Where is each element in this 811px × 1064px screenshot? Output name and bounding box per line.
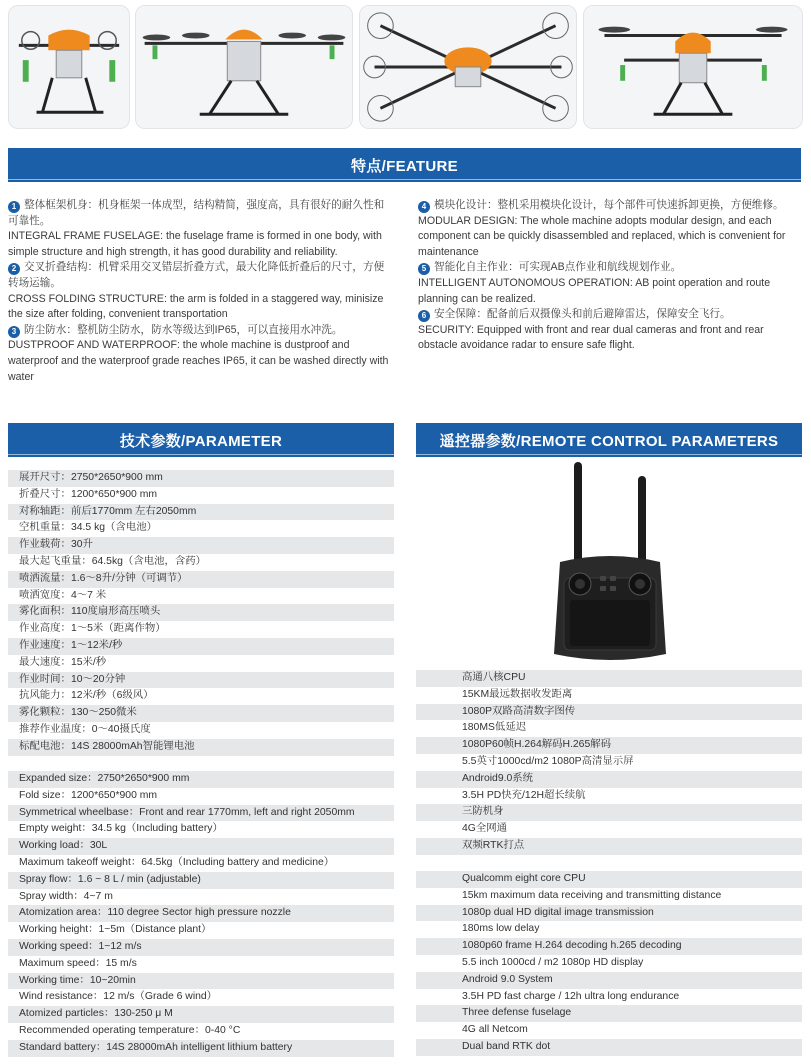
- number-badge-icon: 6: [418, 310, 430, 322]
- number-badge-icon: 2: [8, 263, 20, 275]
- table-row: Expanded size：2750*2650*900 mm: [8, 771, 394, 788]
- table-row: Working speed：1~12 m/s: [8, 939, 394, 956]
- table-row: Empty weight：34.5 kg（Including battery）: [8, 821, 394, 838]
- number-badge-icon: 4: [418, 201, 430, 213]
- table-row: Qualcomm eight core CPU: [416, 871, 802, 888]
- table-row: 作业时间：10～20分钟: [8, 672, 394, 689]
- table-row: 喷洒流量：1.6～8升/分钟（可调节）: [8, 571, 394, 588]
- feature-item-4: 4 模块化设计：整机采用模块化设计，每个部件可快速拆卸更换，方便维修。: [418, 198, 802, 214]
- table-row: 展开尺寸：2750*2650*900 mm: [8, 470, 394, 487]
- feature-item-5-en: INTELLIGENT AUTONOMOUS OPERATION: AB point operation and route planning can be realized.: [418, 276, 771, 305]
- feature-list-right: [418, 198, 802, 354]
- table-row: 最大速度：15米/秒: [8, 655, 394, 672]
- table-row: Working height：1~5m（Distance plant）: [8, 922, 394, 939]
- feature-item-4-en: MODULAR DESIGN: The whole machine adopts modular design, and each component can be quickly disassembled and replaced, which is convenient for maintenance: [418, 214, 786, 258]
- number-badge-icon: 3: [8, 326, 20, 338]
- feature-item-1-en: INTEGRAL FRAME FUSELAGE: the fuselage frame is formed in one body, with simple structure and high strength, it has good durability and reliability.: [8, 230, 382, 258]
- remote-controller-icon: [530, 458, 690, 670]
- table-row: 15KM最远数据收发距离: [416, 687, 802, 704]
- table-row: 3.5H PD fast charge / 12h ultra long endurance: [416, 989, 802, 1006]
- remote-table-cn: [416, 670, 802, 855]
- parameter-table-cn: [8, 470, 394, 756]
- table-row: 3.5H PD快充/12H超长续航: [416, 788, 802, 805]
- drone-side-view-icon: [9, 6, 129, 128]
- number-badge-icon: 1: [8, 201, 20, 213]
- table-row: 180MS低延迟: [416, 720, 802, 737]
- table-row: Maximum speed：15 m/s: [8, 956, 394, 973]
- table-row: 雾化颗粒：130～250微米: [8, 705, 394, 722]
- table-row: 作业高度：1～5米（距离作物）: [8, 621, 394, 638]
- table-row: 雾化面积：110度扇形高压喷头: [8, 604, 394, 621]
- remote-controller-image: [530, 458, 690, 670]
- feature-item-3-en: DUSTPROOF AND WATERPROOF: the whole machine is dustproof and waterproof and the waterproof grade reaches IP65, it can be washed directly with water: [8, 339, 389, 383]
- table-row: 15km maximum data receiving and transmitting distance: [416, 888, 802, 905]
- table-row: Atomization area：110 degree Sector high pressure nozzle: [8, 905, 394, 922]
- table-row: Standard battery：14S 28000mAh intelligent lithium battery: [8, 1040, 394, 1057]
- feature-title: 特点/FEATURE: [351, 157, 458, 175]
- table-row: 1080p dual HD digital image transmission: [416, 905, 802, 922]
- table-row: Recommended operating temperature：0-40 °C: [8, 1023, 394, 1040]
- feature-item-2-en: CROSS FOLDING STRUCTURE: the arm is folded in a staggered way, minisize the size after folding, convenient transportation: [8, 292, 384, 321]
- number-badge-icon: 5: [418, 263, 430, 275]
- table-row: Wind resistance：12 m/s（Grade 6 wind）: [8, 989, 394, 1006]
- table-row: 1080p60 frame H.264 decoding h.265 decoding: [416, 938, 802, 955]
- drone-photo-2: [135, 5, 353, 129]
- table-row: 4G全网通: [416, 821, 802, 838]
- table-row: Atomized particles：130-250 μ M: [8, 1006, 394, 1023]
- remote-table-en: [416, 871, 802, 1056]
- table-row: 标配电池：14S 28000mAh智能锂电池: [8, 739, 394, 756]
- feature-item-6: 6 安全保障：配备前后双摄像头和前后避障雷达，保障安全飞行。: [418, 307, 802, 323]
- table-row: 空机重量：34.5 kg（含电池）: [8, 520, 394, 537]
- table-row: 三防机身: [416, 804, 802, 821]
- parameter-table-en: [8, 771, 394, 1057]
- table-row: Working time：10~20min: [8, 973, 394, 990]
- table-row: 双频RTK打点: [416, 838, 802, 855]
- product-photo-strip: [8, 5, 803, 129]
- table-row: Maximum takeoff weight：64.5kg（Including battery and medicine）: [8, 855, 394, 872]
- table-row: Android 9.0 System: [416, 972, 802, 989]
- table-row: 5.5英寸1000cd/m2 1080P高清显示屏: [416, 754, 802, 771]
- feature-item-3: 3 防尘防水：整机防尘防水，防水等级达到IP65，可以直接用水冲洗。: [8, 323, 394, 339]
- drone-photo-3: [359, 5, 577, 129]
- table-row: Dual band RTK dot: [416, 1039, 802, 1056]
- remote-title: 遥控器参数/REMOTE CONTROL PARAMETERS: [439, 432, 779, 450]
- table-row: 180ms low delay: [416, 921, 802, 938]
- table-row: 抗风能力：12米/秒（6级风）: [8, 688, 394, 705]
- table-row: Android9.0系统: [416, 771, 802, 788]
- table-row: Working load：30L: [8, 838, 394, 855]
- table-row: 1080P双路高清数字图传: [416, 704, 802, 721]
- parameter-header: [8, 423, 394, 457]
- feature-list-left: [8, 198, 394, 385]
- feature-item-6-en: SECURITY: Equipped with front and rear dual cameras and front and rear obstacle avoidance radar to ensure safe flight.: [418, 323, 764, 352]
- drone-top-view-icon: [360, 6, 576, 128]
- table-row: 作业速度：1～12米/秒: [8, 638, 394, 655]
- feature-header: [8, 148, 801, 182]
- table-row: 喷洒宽度：4～7 米: [8, 588, 394, 605]
- drone-angle-view-icon: [584, 6, 802, 128]
- table-row: 1080P60帧H.264解码H.265解码: [416, 737, 802, 754]
- table-row: Three defense fuselage: [416, 1005, 802, 1022]
- drone-photo-4: [583, 5, 803, 129]
- table-row: Spray flow：1.6 ~ 8 L / min (adjustable): [8, 872, 394, 889]
- table-row: 高通八核CPU: [416, 670, 802, 687]
- parameter-title: 技术参数/PARAMETER: [119, 432, 283, 450]
- feature-item-1: 1 整体框架机身：机身框架一体成型，结构精简，强度高，具有很好的耐久性和可靠性。: [8, 199, 385, 227]
- table-row: 对称轴距：前后1770mm 左右2050mm: [8, 504, 394, 521]
- table-row: Spray width：4~7 m: [8, 889, 394, 906]
- table-row: 最大起飞重量：64.5kg（含电池，含药）: [8, 554, 394, 571]
- feature-item-2: 2 交叉折叠结构：机臂采用交叉错层折叠方式，最大化降低折叠后的尺寸，方便转场运输。: [8, 261, 385, 289]
- table-row: Symmetrical wheelbase：Front and rear 1770mm, left and right 2050mm: [8, 805, 394, 822]
- table-row: 5.5 inch 1000cd / m2 1080p HD display: [416, 955, 802, 972]
- table-row: 4G all Netcom: [416, 1022, 802, 1039]
- remote-header: [416, 423, 802, 457]
- table-row: Fold size：1200*650*900 mm: [8, 788, 394, 805]
- drone-photo-1: [8, 5, 130, 129]
- feature-item-5: 5 智能化自主作业：可实现AB点作业和航线规划作业。: [418, 260, 802, 276]
- drone-front-view-icon: [136, 6, 352, 128]
- table-row: 推荐作业温度：0～40摄氏度: [8, 722, 394, 739]
- table-row: 折叠尺寸：1200*650*900 mm: [8, 487, 394, 504]
- table-row: 作业载荷：30升: [8, 537, 394, 554]
